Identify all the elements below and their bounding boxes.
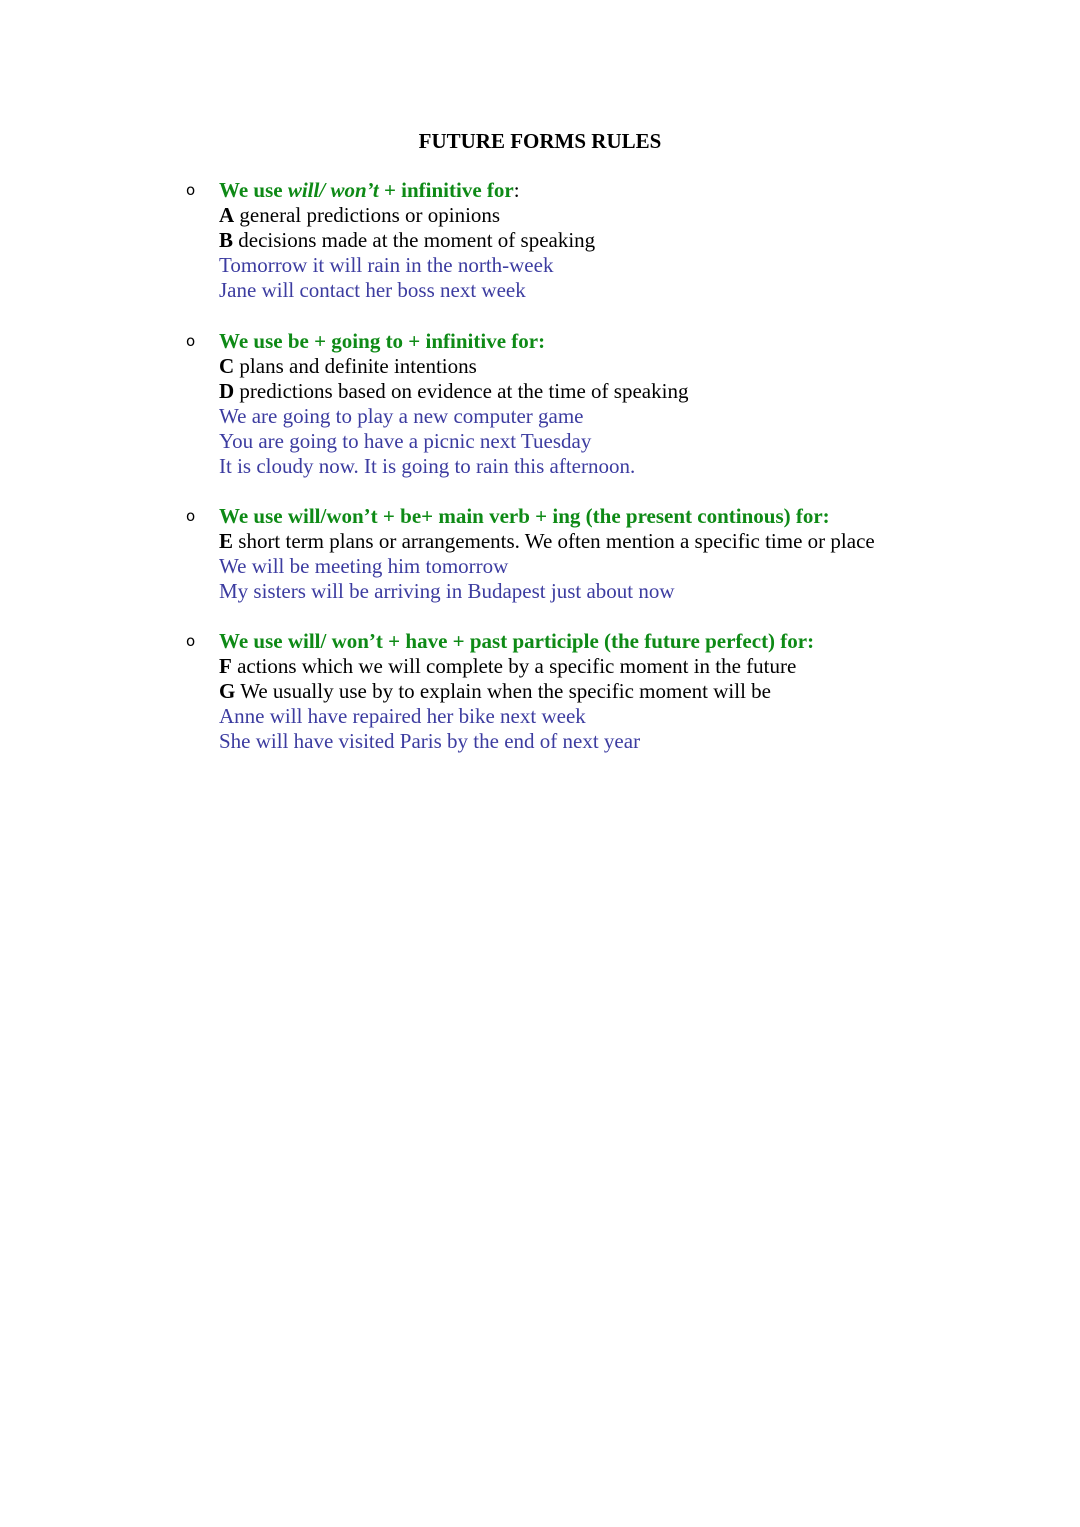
bullet-icon: o xyxy=(186,632,196,650)
section-heading: We use will/ won’t + infinitive for: xyxy=(219,178,520,202)
example-sentence: My sisters will be arriving in Budapest just about now xyxy=(219,579,675,603)
heading-italic: will/ won’t xyxy=(287,178,379,202)
section-future-perfect xyxy=(186,629,1039,754)
rule-letter: D xyxy=(219,379,235,403)
rule-text: general predictions or opinions xyxy=(234,203,501,227)
rule-letter: C xyxy=(219,354,235,378)
rule-line xyxy=(219,679,1039,704)
rule-text: actions which we will complete by a specific moment in the future xyxy=(231,654,797,678)
rule-line xyxy=(219,654,1039,679)
rule-line xyxy=(219,203,1039,228)
rule-letter: B xyxy=(219,228,234,252)
example-sentence: Anne will have repaired her bike next week xyxy=(219,704,586,728)
example-sentence: You are going to have a picnic next Tuesday xyxy=(219,429,592,453)
example-sentence: She will have visited Paris by the end of next year xyxy=(219,729,641,753)
rule-line xyxy=(219,529,1039,554)
section-going-to xyxy=(186,329,1039,479)
section-heading: We use will/ won’t + have + past participle (the future perfect) for: xyxy=(219,629,815,653)
section-heading: We use will/won’t + be+ main verb + ing (the present continous) for: xyxy=(219,504,830,528)
rule-line xyxy=(219,354,1039,379)
example-sentence: Jane will contact her boss next week xyxy=(219,278,526,302)
section-will-wont xyxy=(186,178,1039,303)
rule-line xyxy=(219,228,1039,253)
section-future-continuous xyxy=(186,504,1039,604)
rule-letter: E xyxy=(219,529,234,553)
rule-line xyxy=(219,379,1039,404)
rule-text: predictions based on evidence at the time of speaking xyxy=(234,379,689,403)
rule-text: We usually use by to explain when the specific moment will be xyxy=(235,679,771,703)
example-sentence: We are going to play a new computer game xyxy=(219,404,584,428)
bullet-icon: o xyxy=(186,332,196,350)
rule-letter: G xyxy=(219,679,236,703)
bullet-icon: o xyxy=(186,181,196,199)
rule-text: short term plans or arrangements. We often mention a specific time or place xyxy=(233,529,875,553)
example-sentence: We will be meeting him tomorrow xyxy=(219,554,509,578)
rule-text: plans and definite intentions xyxy=(234,354,477,378)
rule-letter: F xyxy=(219,654,232,678)
bullet-icon: o xyxy=(186,507,196,525)
page-title: FUTURE FORMS RULES xyxy=(418,129,662,153)
example-sentence: Tomorrow it will rain in the north-week xyxy=(219,253,554,277)
section-heading: We use be + going to + infinitive for: xyxy=(219,329,546,353)
example-sentence: It is cloudy now. It is going to rain this afternoon. xyxy=(219,454,636,478)
rule-letter: A xyxy=(219,203,235,227)
rule-text: decisions made at the moment of speaking xyxy=(233,228,596,252)
